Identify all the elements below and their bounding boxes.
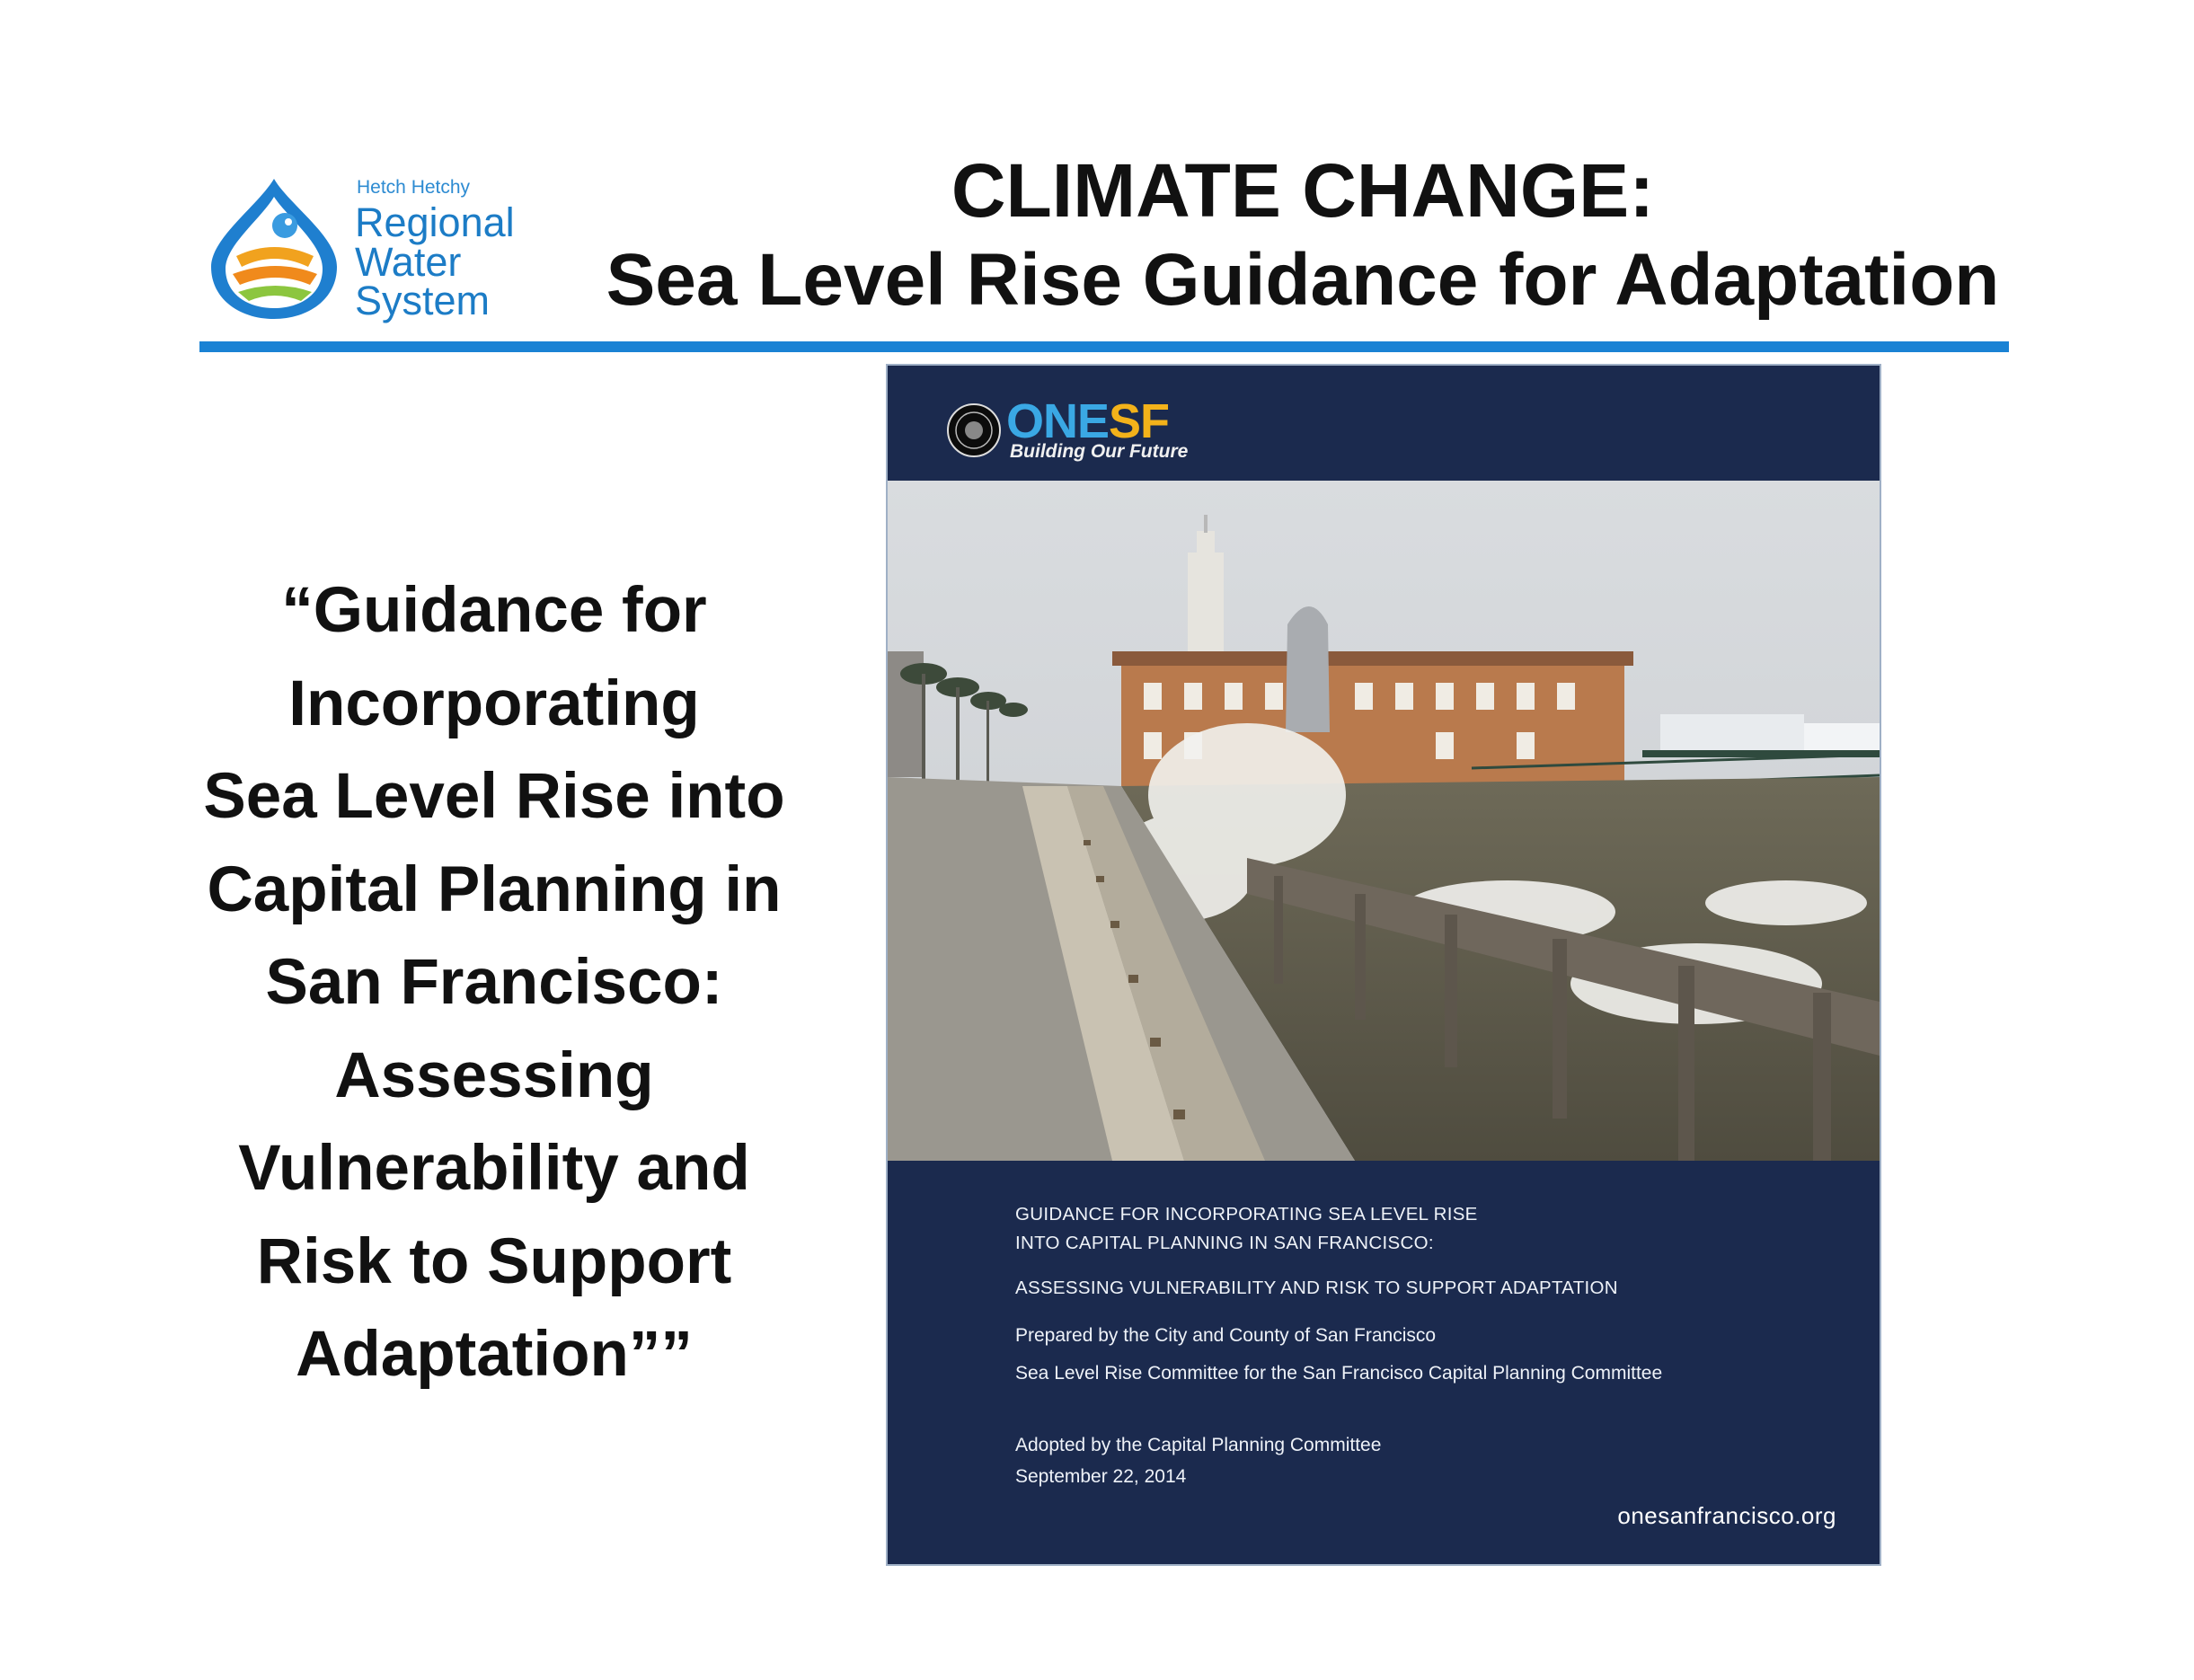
water-drop-icon	[202, 173, 346, 322]
title-divider	[199, 341, 2009, 352]
logo-text-system: System	[355, 278, 491, 323]
quote-line: Capital Planning in	[207, 853, 782, 925]
quote-line: Vulnerability and	[238, 1133, 750, 1204]
slide-title-line-1: CLIMATE CHANGE:	[951, 148, 1655, 233]
hetch-hetchy-logo	[202, 166, 544, 328]
city-seal-icon	[947, 403, 1001, 457]
cover-url: onesanfrancisco.org	[1617, 1502, 1836, 1529]
logo-text-water: Water	[355, 239, 462, 285]
cover-date: September 22, 2014	[1015, 1466, 1187, 1487]
quote-line: Adaptation””	[296, 1319, 693, 1390]
onesf-brand	[1006, 396, 1169, 447]
logo-text-hetch-hetchy: Hetch Hetchy	[357, 177, 471, 198]
onesf-one: ONE	[1006, 394, 1110, 448]
logo-text-regional: Regional	[355, 199, 515, 245]
quote-line: “Guidance for	[281, 575, 707, 646]
quote-line: Sea Level Rise into	[203, 761, 785, 832]
onesf-tagline: Building Our Future	[1010, 441, 1189, 462]
quote-line: San Francisco:	[265, 947, 723, 1018]
cover-prepared-line-2: Sea Level Rise Committee for the San Francisco Capital Planning Committee	[1015, 1363, 1663, 1384]
cover-heading-line-3: ASSESSING VULNERABILITY AND RISK TO SUPPORT ADAPTATION	[1015, 1278, 1618, 1298]
quote-line: Incorporating	[288, 668, 700, 739]
cover-prepared-line-1: Prepared by the City and County of San Francisco	[1015, 1325, 1437, 1346]
guidance-quote	[162, 564, 827, 1401]
quote-line: Assessing	[334, 1039, 654, 1111]
report-cover	[886, 364, 1881, 1566]
quote-line: Risk to Support	[256, 1225, 732, 1297]
cover-heading-line-2: INTO CAPITAL PLANNING IN SAN FRANCISCO:	[1015, 1233, 1434, 1253]
cover-adopted: Adopted by the Capital Planning Committee	[1015, 1435, 1382, 1455]
cover-photo-waves	[888, 481, 1880, 1161]
slide-title-line-2: Sea Level Rise Guidance for Adaptation	[606, 239, 2000, 321]
cover-heading-line-1: GUIDANCE FOR INCORPORATING SEA LEVEL RISE	[1015, 1204, 1478, 1225]
onesf-sf: SF	[1109, 394, 1170, 448]
